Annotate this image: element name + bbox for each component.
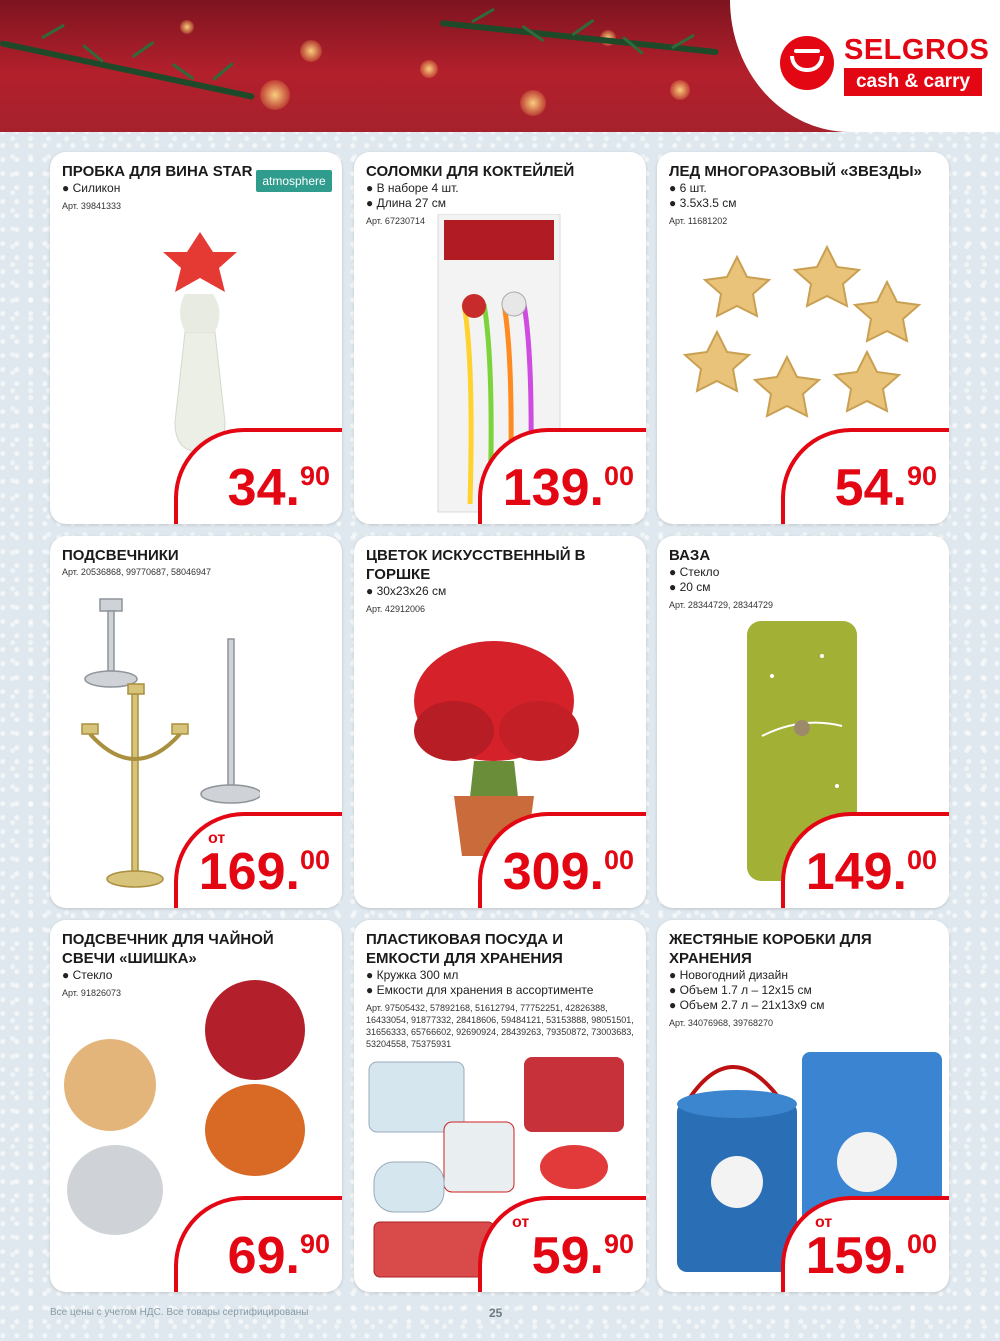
page-number: 25 xyxy=(489,1306,503,1320)
product-article: Арт. 20536868, 99770687, 58046947 xyxy=(62,567,212,577)
product-article: Арт. 28344729, 28344729 xyxy=(669,600,774,610)
plate-fork-icon xyxy=(780,36,834,90)
price-from-label: от xyxy=(512,1214,530,1231)
product-card-plastic-containers[interactable] xyxy=(354,920,646,1292)
wine-stopper-image xyxy=(145,222,255,462)
price-tag xyxy=(781,428,949,524)
product-card-cocktail-straws[interactable] xyxy=(354,152,646,524)
product-card-wine-stopper[interactable] xyxy=(50,152,342,524)
product-card-candlesticks[interactable] xyxy=(50,536,342,908)
product-title: ВАЗА xyxy=(669,547,711,564)
price-from-label: от xyxy=(815,1214,833,1231)
product-specs: ● Новогодний дизайн ● Объем 1.7 л – 12х15 см ● Объем 2.7 л – 21х13х9 см xyxy=(669,968,825,1012)
product-card-tin-boxes[interactable] xyxy=(657,920,949,1292)
product-specs: ● 6 шт. ● 3.5х3.5 см xyxy=(669,181,737,210)
product-title: ЦВЕТОК ИСКУССТВЕННЫЙ В ГОРШКЕ xyxy=(366,547,586,583)
product-specs: ● В наборе 4 шт. ● Длина 27 см xyxy=(366,181,459,210)
product-title: ПОДСВЕЧНИКИ xyxy=(62,547,179,564)
product-title: ЛЕД МНОГОРАЗОВЫЙ «ЗВЕЗДЫ» xyxy=(669,163,922,180)
product-title: ПЛАСТИКОВАЯ ПОСУДА И ЕМКОСТИ ДЛЯ ХРАНЕНИЯ xyxy=(366,931,563,967)
price: 309.00 xyxy=(502,843,634,901)
product-article: Арт. 39841333 xyxy=(62,201,121,211)
product-article: Арт. 34076968, 39768270 xyxy=(669,1018,774,1028)
footer-note: Все цены с учетом НДС. Все товары сертифицированы xyxy=(50,1307,309,1318)
product-card-vase[interactable] xyxy=(657,536,949,908)
brand-subtitle: cash & carry xyxy=(844,68,982,96)
ice-stars-image xyxy=(677,242,927,432)
product-specs: ● Кружка 300 мл ● Емкости для хранения в ассортименте xyxy=(366,968,594,997)
price: 159.00 xyxy=(805,1227,937,1285)
product-card-ice-stars[interactable] xyxy=(657,152,949,524)
product-article: Арт. 97505432, 57892168, 51612794, 77752251, 42826388, 16433054, 91877332, 28418606, 59484121, 53153888, 98051501, 31656333, 65766602, 92690924, 28439263, 79350872, 73003683, 53204558, 75375931 xyxy=(366,1003,634,1049)
price: 69.90 xyxy=(227,1227,330,1285)
product-card-artificial-flower[interactable] xyxy=(354,536,646,908)
product-article: Арт. 91826073 xyxy=(62,988,121,998)
product-title: СОЛОМКИ ДЛЯ КОКТЕЙЛЕЙ xyxy=(366,163,575,180)
product-title: ПОДСВЕЧНИК ДЛЯ ЧАЙНОЙ СВЕЧИ «ШИШКА» xyxy=(62,931,274,967)
product-title: ПРОБКА ДЛЯ ВИНА STAR xyxy=(62,163,253,180)
product-article: Арт. 67230714 xyxy=(366,216,425,226)
brand-name: SELGROS xyxy=(844,34,990,66)
product-specs: ● Стекло xyxy=(62,968,113,982)
product-card-tealight-holder[interactable] xyxy=(50,920,342,1292)
price: 149.00 xyxy=(805,843,937,901)
product-specs: ● Силикон xyxy=(62,181,121,195)
product-specs: ● Стекло ● 20 см xyxy=(669,565,720,594)
product-article: Арт. 42912006 xyxy=(366,604,425,614)
price: 34.90 xyxy=(227,459,330,517)
price: 169.00 xyxy=(198,843,330,901)
product-title: ЖЕСТЯНЫЕ КОРОБКИ ДЛЯ ХРАНЕНИЯ xyxy=(669,931,872,967)
product-specs: ● 30х23х26 см xyxy=(366,584,447,598)
price: 54.90 xyxy=(834,459,937,517)
product-article: Арт. 11681202 xyxy=(669,216,728,226)
price: 59.90 xyxy=(531,1227,634,1285)
price: 139.00 xyxy=(502,459,634,517)
price-from-label: от xyxy=(208,830,226,847)
atmosphere-badge: atmosphere xyxy=(256,170,332,192)
